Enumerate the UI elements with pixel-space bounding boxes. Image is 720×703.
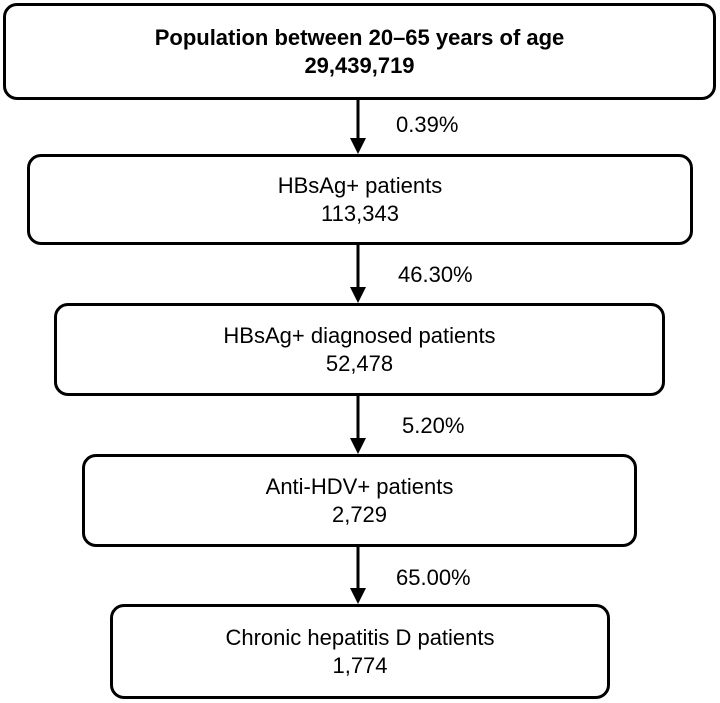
stage-box-hbsag-patients	[27, 154, 693, 245]
stage-value-chronic-hepatitis-d: 1,774	[332, 652, 388, 678]
stage-box-anti-hdv	[82, 454, 637, 547]
stage-box-chronic-hepatitis-d	[110, 604, 610, 699]
stage-label-chronic-hepatitis-d: Chronic hepatitis D patients	[225, 624, 495, 650]
arrow-connector-4	[346, 547, 370, 604]
stage-box-population	[3, 3, 716, 100]
stage-label-population: Population between 20–65 years of age	[154, 24, 565, 50]
transition-percent-4: 65.00%	[396, 565, 471, 590]
stage-label-anti-hdv: Anti-HDV+ patients	[265, 473, 454, 499]
stage-label-hbsag-patients: HBsAg+ patients	[277, 172, 443, 198]
stage-box-hbsag-diagnosed	[54, 303, 665, 396]
arrow-connector-1	[346, 100, 370, 154]
stage-value-hbsag-patients: 113,343	[321, 200, 399, 226]
stage-value-anti-hdv: 2,729	[331, 501, 388, 527]
transition-percent-3: 5.20%	[402, 413, 465, 438]
transition-percent-1: 0.39%	[396, 112, 459, 137]
stage-value-hbsag-diagnosed: 52,478	[325, 350, 394, 376]
transition-percent-2: 46.30%	[398, 262, 473, 287]
stage-label-hbsag-diagnosed: HBsAg+ diagnosed patients	[223, 322, 496, 348]
stage-value-population: 29,439,719	[304, 52, 415, 78]
arrow-connector-3	[346, 396, 370, 454]
arrow-connector-2	[346, 245, 370, 303]
